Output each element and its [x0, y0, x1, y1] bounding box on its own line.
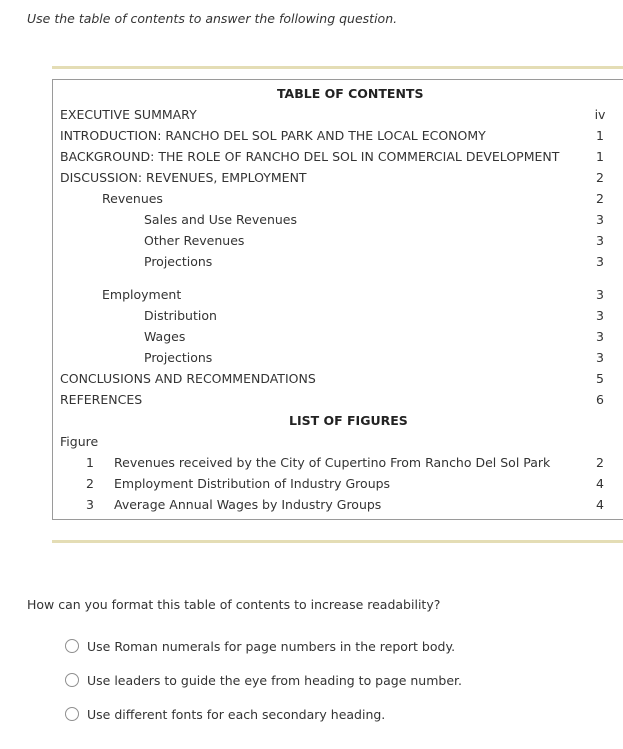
answer-option-label: Use leaders to guide the eye from heading to page number. [87, 672, 462, 688]
toc-entry: Employment [102, 287, 182, 302]
toc-page-number: 3 [596, 212, 604, 227]
toc-entry: DISCUSSION: REVENUES, EMPLOYMENT [60, 170, 307, 185]
toc-entry: EXECUTIVE SUMMARY [60, 107, 197, 122]
toc-entry: Wages [144, 329, 186, 344]
toc-entry: INTRODUCTION: RANCHO DEL SOL PARK AND THE LOCAL ECONOMY [60, 128, 486, 143]
figure-number: 1 [86, 455, 94, 470]
instruction-text: Use the table of contents to answer the following question. [27, 11, 398, 26]
figure-page-number: 4 [596, 497, 604, 512]
figure-title: Revenues received by the City of Cupertino From Rancho Del Sol Park [114, 455, 551, 470]
toc-entry: Distribution [144, 308, 217, 323]
toc-page-number: 2 [596, 170, 604, 185]
answer-option-label: Use Roman numerals for page numbers in the report body. [87, 638, 456, 654]
toc-page-number: 3 [596, 350, 604, 365]
toc-entry: Revenues [102, 191, 163, 206]
toc-page-number: 3 [596, 308, 604, 323]
toc-page-number: iv [594, 107, 606, 122]
figure-title: Average Annual Wages by Industry Groups [114, 497, 382, 512]
figure-page-number: 2 [596, 455, 604, 470]
radio-button[interactable] [65, 707, 79, 721]
toc-page-number: 5 [596, 371, 604, 386]
figure-page-number: 4 [596, 476, 604, 491]
answer-option-label: Use different fonts for each secondary heading. [87, 706, 386, 722]
figures-title: LIST OF FIGURES [289, 413, 408, 428]
toc-entry: Sales and Use Revenues [144, 212, 298, 227]
toc-page-number: 3 [596, 287, 604, 302]
toc-page-number: 2 [596, 191, 604, 206]
toc-page-number: 1 [596, 128, 604, 143]
toc-entry: REFERENCES [60, 392, 143, 407]
figure-title: Employment Distribution of Industry Groups [114, 476, 391, 491]
radio-button[interactable] [65, 639, 79, 653]
figure-number: 3 [86, 497, 94, 512]
answer-option-2[interactable] [65, 671, 462, 689]
figure-column-label: Figure [60, 434, 99, 449]
toc-entry: Projections [144, 254, 213, 269]
radio-button[interactable] [65, 673, 79, 687]
toc-entry: Other Revenues [144, 233, 245, 248]
toc-page-number: 3 [596, 233, 604, 248]
answer-option-3[interactable] [65, 705, 385, 723]
question-text: How can you format this table of contents to increase readability? [27, 597, 441, 612]
toc-page-number: 3 [596, 329, 604, 344]
top-divider [52, 66, 623, 69]
toc-page-number: 1 [596, 149, 604, 164]
answer-option-1[interactable] [65, 637, 455, 655]
toc-page-number: 6 [596, 392, 604, 407]
toc-title: TABLE OF CONTENTS [277, 86, 424, 101]
bottom-divider [52, 540, 623, 543]
toc-entry: Projections [144, 350, 213, 365]
toc-entry: BACKGROUND: THE ROLE OF RANCHO DEL SOL IN COMMERCIAL DEVELOPMENT [60, 149, 560, 164]
toc-entry: CONCLUSIONS AND RECOMMENDATIONS [60, 371, 316, 386]
figure-number: 2 [86, 476, 94, 491]
toc-page-number: 3 [596, 254, 604, 269]
